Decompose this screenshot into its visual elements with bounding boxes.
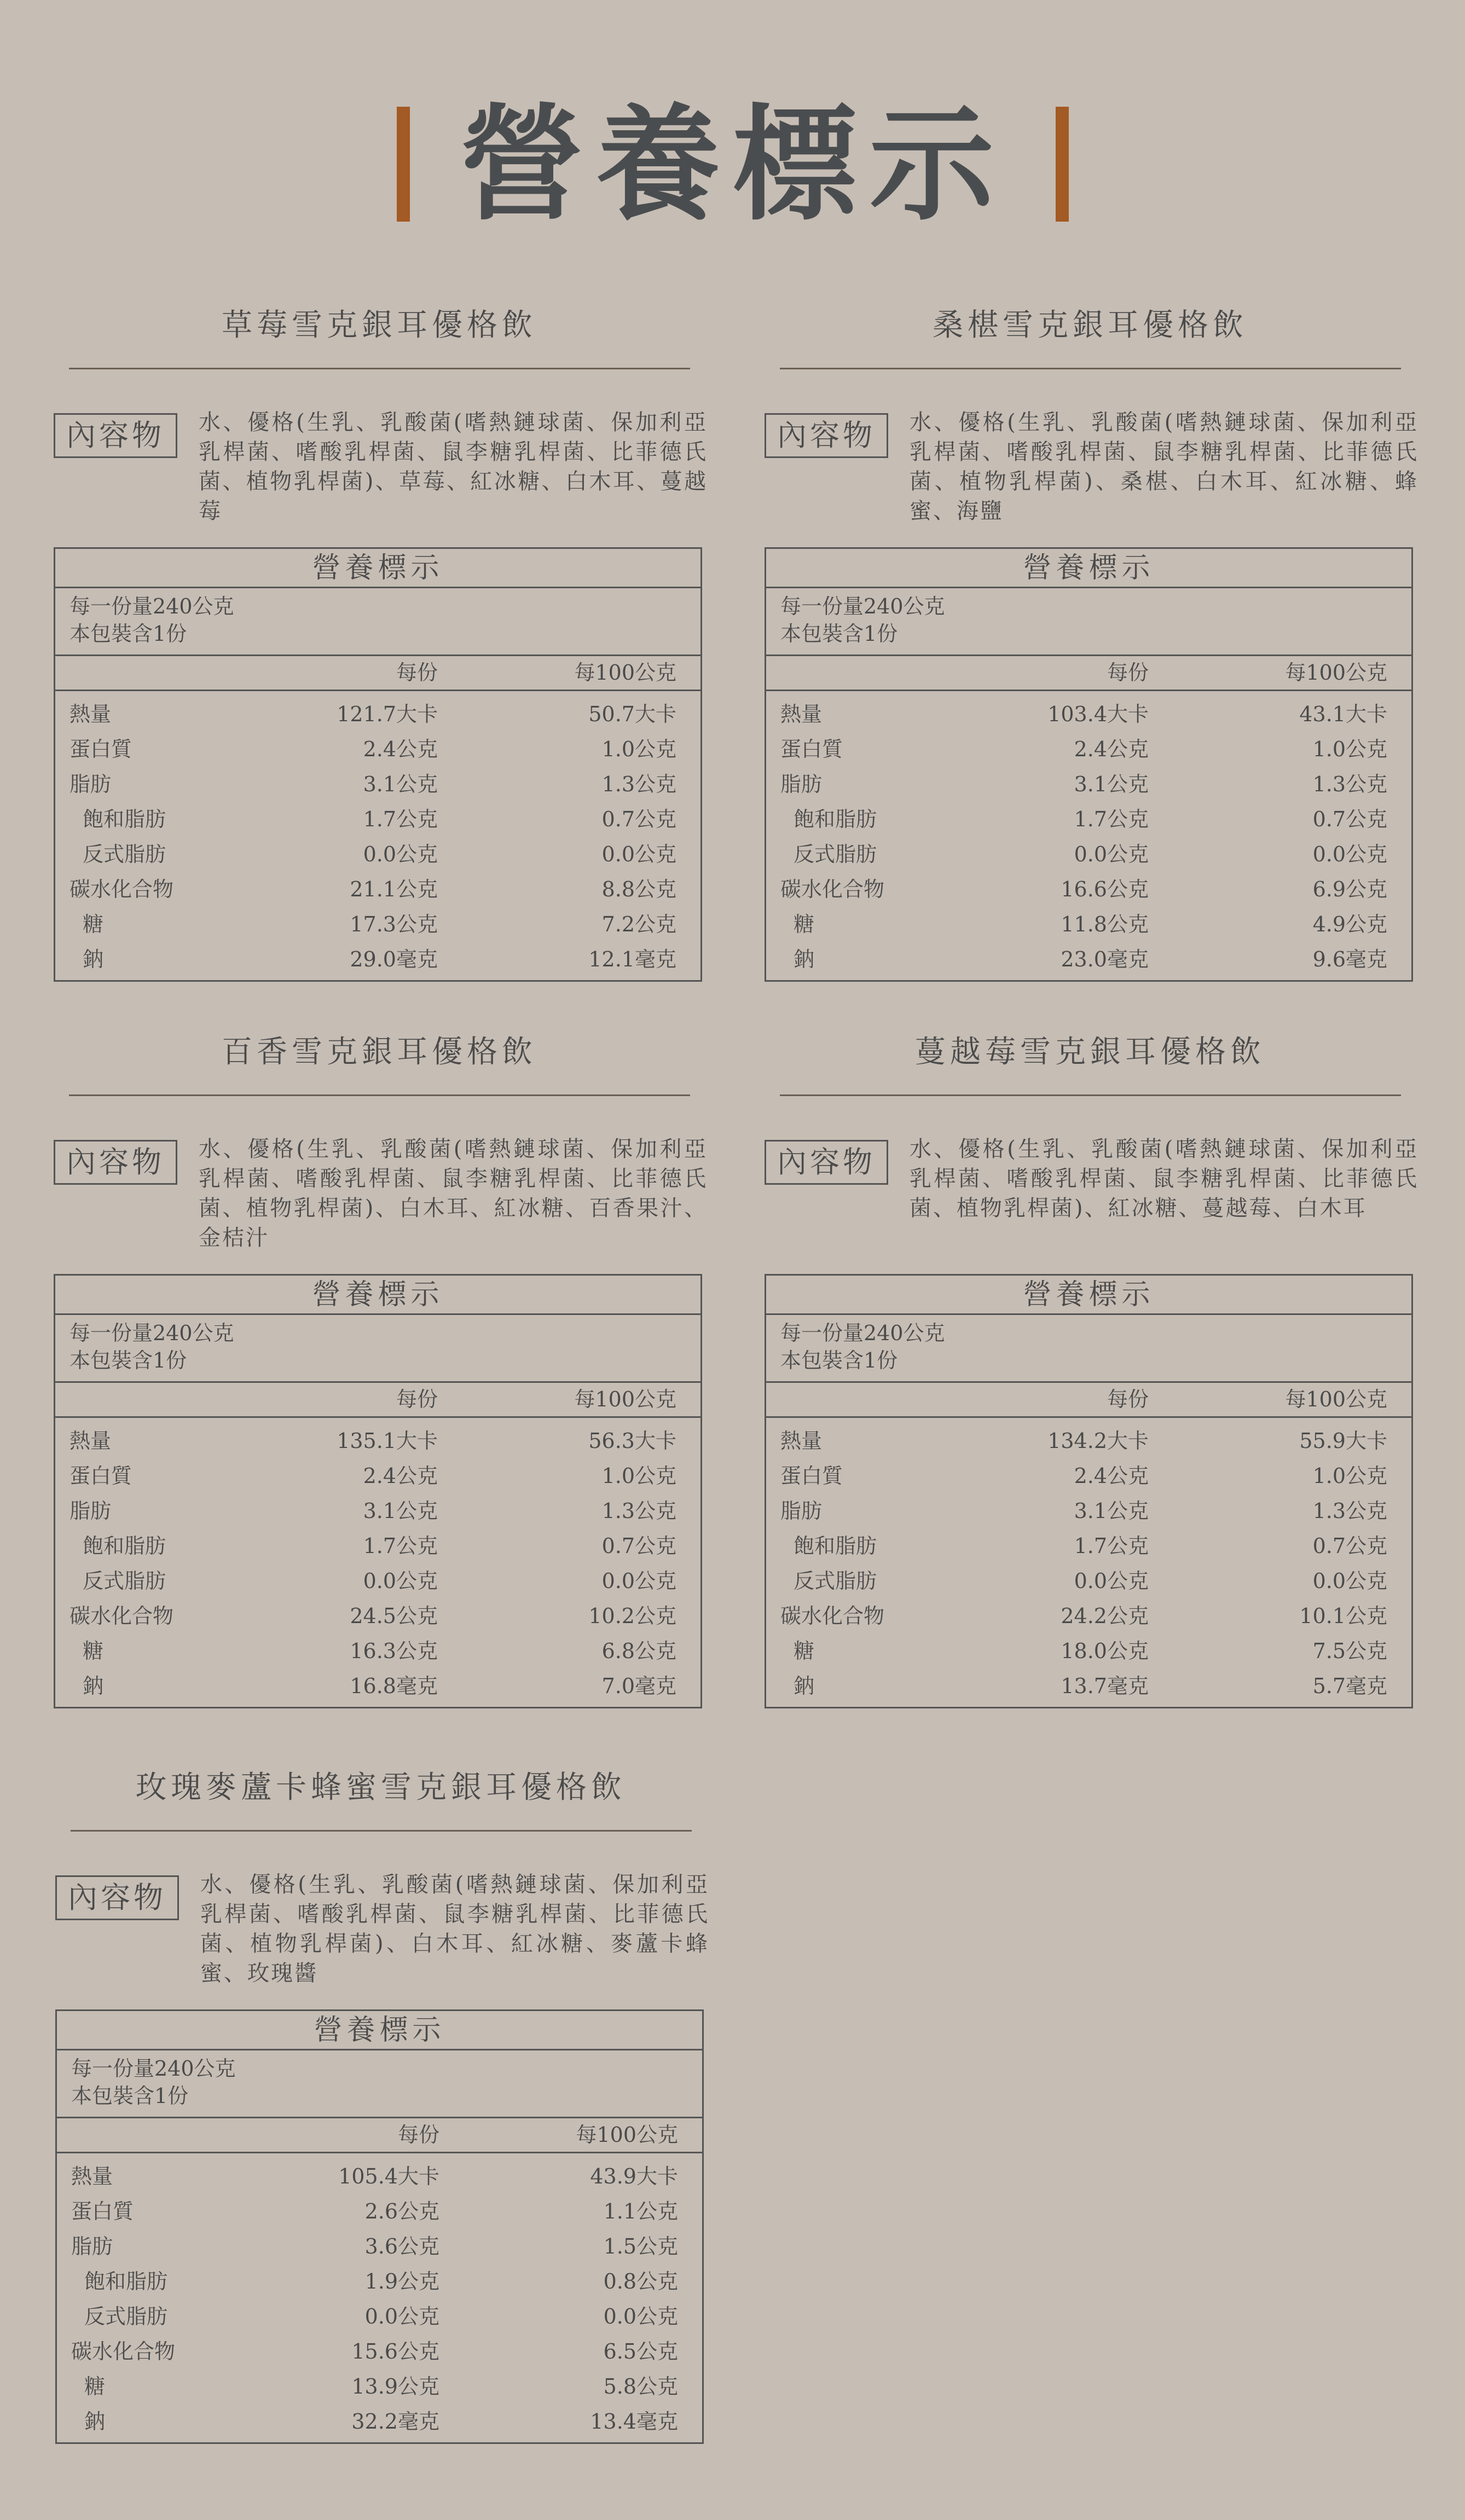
ingredients-badge: 內容物 bbox=[54, 413, 177, 458]
nutrition-table-title: 營養標示 bbox=[55, 549, 700, 588]
product-name: 玫瑰麥蘆卡蜂蜜雪克銀耳優格飲 bbox=[136, 1770, 626, 1805]
nutrition-row bbox=[57, 2229, 702, 2264]
per-100g-value: 5.8公克 bbox=[603, 2374, 678, 2399]
per-serving-value: 21.1公克 bbox=[350, 877, 438, 901]
per-100g-value: 0.7公克 bbox=[1312, 1534, 1387, 1558]
per-serving-value: 13.7毫克 bbox=[1061, 1674, 1149, 1698]
servings-per-pack: 本包裝含1份 bbox=[780, 1348, 898, 1372]
per-100g-value: 1.3公克 bbox=[1312, 772, 1387, 796]
per-serving-value: 0.0公克 bbox=[363, 842, 438, 866]
per-100g-value: 5.7毫克 bbox=[1312, 1674, 1387, 1698]
nutrient-label: 糖 bbox=[83, 1639, 104, 1663]
nutrient-label: 碳水化合物 bbox=[70, 877, 174, 901]
nutrient-label: 鈉 bbox=[83, 1674, 104, 1698]
per-100g-value: 56.3大卡 bbox=[588, 1429, 676, 1453]
per-serving-header: 每份 bbox=[397, 2123, 439, 2147]
per-100g-header: 每100公克 bbox=[576, 2123, 678, 2147]
servings-per-pack: 本包裝含1份 bbox=[70, 622, 187, 646]
nutrient-label: 碳水化合物 bbox=[780, 877, 885, 901]
per-serving-value: 1.7公克 bbox=[363, 1534, 438, 1558]
nutrition-row bbox=[55, 1423, 700, 1458]
per-100g-value: 6.5公克 bbox=[603, 2339, 678, 2363]
per-100g-value: 1.5公克 bbox=[603, 2234, 678, 2258]
nutrient-label: 糖 bbox=[794, 912, 815, 936]
nutrient-label: 熱量 bbox=[780, 1429, 823, 1453]
per-serving-header: 每份 bbox=[396, 661, 438, 685]
ingredients-text: 水、優格(生乳、乳酸菌(嗜熱鏈球菌、保加利亞乳桿菌、嗜酸乳桿菌、鼠李糖乳桿菌、比菲德氏菌、植物乳桿菌)、紅冰糖、蔓越莓、白木耳 bbox=[910, 1137, 1418, 1221]
nutrient-label: 蛋白質 bbox=[70, 1464, 132, 1488]
nutrition-header-row bbox=[55, 656, 700, 691]
nutrition-row bbox=[55, 802, 700, 837]
per-100g-value: 1.3公克 bbox=[1312, 1499, 1387, 1523]
nutrient-label: 蛋白質 bbox=[71, 2199, 134, 2223]
per-100g-value: 43.9大卡 bbox=[590, 2164, 678, 2188]
divider bbox=[69, 1094, 690, 1096]
per-serving-value: 18.0公克 bbox=[1061, 1639, 1149, 1663]
nutrition-row bbox=[55, 1528, 700, 1563]
nutrient-label: 反式脂肪 bbox=[84, 2304, 168, 2328]
per-serving-value: 2.4公克 bbox=[363, 737, 438, 761]
nutrition-row bbox=[55, 1493, 700, 1528]
nutrition-rows bbox=[766, 691, 1411, 977]
serving-info bbox=[766, 1315, 1411, 1383]
nutrition-row bbox=[55, 837, 700, 872]
ingredients-badge: 內容物 bbox=[55, 1875, 179, 1920]
nutrient-label: 飽和脂肪 bbox=[83, 807, 166, 831]
per-100g-value: 7.0毫克 bbox=[601, 1674, 676, 1698]
nutrition-row bbox=[55, 907, 700, 942]
per-100g-value: 1.0公克 bbox=[1312, 737, 1387, 761]
per-serving-value: 1.7公克 bbox=[363, 807, 438, 831]
per-serving-header: 每份 bbox=[1107, 661, 1149, 685]
nutrition-header-row bbox=[766, 1383, 1411, 1418]
product-name: 桑椹雪克銀耳優格飲 bbox=[933, 308, 1248, 343]
nutrient-label: 鈉 bbox=[84, 2409, 106, 2434]
per-100g-value: 0.0公克 bbox=[601, 1569, 676, 1593]
servings-per-pack: 本包裝含1份 bbox=[71, 2084, 189, 2108]
nutrient-label: 脂肪 bbox=[71, 2234, 113, 2258]
per-100g-value: 9.6毫克 bbox=[1312, 947, 1387, 971]
nutrition-table bbox=[54, 547, 702, 982]
per-serving-value: 3.1公克 bbox=[363, 1499, 438, 1523]
nutrient-label: 飽和脂肪 bbox=[794, 1534, 877, 1558]
nutrition-row bbox=[55, 1633, 700, 1669]
per-serving-value: 1.7公克 bbox=[1074, 807, 1149, 831]
product-panel bbox=[55, 1766, 707, 2455]
divider bbox=[69, 368, 690, 369]
ingredients-badge: 內容物 bbox=[765, 1140, 888, 1185]
nutrition-row bbox=[766, 802, 1411, 837]
product-name: 百香雪克銀耳優格飲 bbox=[222, 1034, 537, 1070]
nutrient-label: 脂肪 bbox=[780, 1499, 823, 1523]
per-100g-value: 4.9公克 bbox=[1312, 912, 1387, 936]
nutrition-row bbox=[55, 872, 700, 907]
per-100g-value: 7.2公克 bbox=[601, 912, 676, 936]
per-100g-value: 0.7公克 bbox=[1312, 807, 1387, 831]
per-100g-header: 每100公克 bbox=[1285, 661, 1387, 685]
page-header bbox=[0, 93, 1465, 235]
per-serving-value: 3.1公克 bbox=[1074, 772, 1149, 796]
per-100g-value: 1.0公克 bbox=[601, 737, 676, 761]
nutrition-row bbox=[57, 2334, 702, 2369]
ingredients-text: 水、優格(生乳、乳酸菌(嗜熱鏈球菌、保加利亞乳桿菌、嗜酸乳桿菌、鼠李糖乳桿菌、比菲德氏菌、植物乳桿菌)、白木耳、紅冰糖、麥蘆卡蜂蜜、玫瑰醬 bbox=[200, 1872, 709, 1986]
nutrient-label: 糖 bbox=[84, 2374, 106, 2399]
nutrition-row bbox=[766, 697, 1411, 732]
per-serving-value: 16.3公克 bbox=[350, 1639, 438, 1663]
nutrition-header-row bbox=[57, 2118, 702, 2153]
nutrition-table bbox=[765, 547, 1413, 982]
per-100g-value: 0.0公克 bbox=[601, 842, 676, 866]
per-100g-value: 0.8公克 bbox=[603, 2269, 678, 2293]
nutrition-row bbox=[55, 732, 700, 767]
ingredients-text: 水、優格(生乳、乳酸菌(嗜熱鏈球菌、保加利亞乳桿菌、嗜酸乳桿菌、鼠李糖乳桿菌、比菲德氏菌、植物乳桿菌)、白木耳、紅冰糖、百香果汁、金桔汁 bbox=[199, 1137, 708, 1250]
nutrient-label: 反式脂肪 bbox=[83, 842, 166, 866]
product-name: 蔓越莓雪克銀耳優格飲 bbox=[915, 1034, 1265, 1070]
nutrient-label: 鈉 bbox=[794, 1674, 815, 1698]
nutrition-row bbox=[766, 1598, 1411, 1633]
per-serving-value: 3.1公克 bbox=[363, 772, 438, 796]
nutrition-row bbox=[57, 2159, 702, 2194]
title-accent-left bbox=[397, 107, 410, 222]
per-serving-value: 16.6公克 bbox=[1061, 877, 1149, 901]
per-serving-header: 每份 bbox=[396, 1387, 438, 1411]
nutrition-row bbox=[57, 2194, 702, 2229]
per-serving-value: 0.0公克 bbox=[364, 2304, 439, 2328]
per-100g-value: 1.3公克 bbox=[601, 1499, 676, 1523]
divider bbox=[780, 368, 1401, 369]
product-panel bbox=[54, 304, 708, 993]
nutrition-row bbox=[57, 2264, 702, 2299]
per-100g-value: 12.1毫克 bbox=[588, 947, 676, 971]
title-accent-right bbox=[1056, 107, 1069, 222]
nutrient-label: 碳水化合物 bbox=[780, 1604, 885, 1628]
per-100g-value: 0.7公克 bbox=[601, 1534, 676, 1558]
per-100g-value: 1.3公克 bbox=[601, 772, 676, 796]
per-100g-value: 55.9大卡 bbox=[1299, 1429, 1387, 1453]
nutrient-label: 反式脂肪 bbox=[794, 1569, 877, 1593]
nutrition-row bbox=[766, 942, 1411, 977]
per-100g-header: 每100公克 bbox=[574, 661, 676, 685]
nutrition-row bbox=[57, 2404, 702, 2439]
ingredients-badge: 內容物 bbox=[765, 413, 888, 458]
per-serving-value: 24.2公克 bbox=[1061, 1604, 1149, 1628]
serving-size: 每一份量240公克 bbox=[71, 2056, 236, 2081]
per-serving-value: 105.4大卡 bbox=[338, 2164, 439, 2188]
per-100g-value: 0.0公克 bbox=[603, 2304, 678, 2328]
nutrient-label: 熱量 bbox=[70, 702, 112, 726]
nutrient-label: 蛋白質 bbox=[780, 737, 843, 761]
nutrition-table bbox=[54, 1274, 702, 1708]
nutrient-label: 熱量 bbox=[71, 2164, 113, 2188]
nutrition-row bbox=[57, 2369, 702, 2404]
nutrient-label: 脂肪 bbox=[780, 772, 823, 796]
per-serving-value: 17.3公克 bbox=[350, 912, 438, 936]
product-panel bbox=[765, 304, 1416, 993]
nutrient-label: 蛋白質 bbox=[780, 1464, 843, 1488]
per-100g-value: 10.1公克 bbox=[1299, 1604, 1387, 1628]
nutrition-row bbox=[766, 1493, 1411, 1528]
serving-info bbox=[55, 588, 700, 656]
nutrient-label: 熱量 bbox=[780, 702, 823, 726]
nutrient-label: 碳水化合物 bbox=[70, 1604, 174, 1628]
servings-per-pack: 本包裝含1份 bbox=[70, 1348, 187, 1372]
nutrition-table-title: 營養標示 bbox=[766, 549, 1411, 588]
nutrition-rows bbox=[57, 2153, 702, 2439]
per-serving-value: 1.7公克 bbox=[1074, 1534, 1149, 1558]
nutrient-label: 糖 bbox=[83, 912, 104, 936]
per-serving-value: 0.0公克 bbox=[1074, 1569, 1149, 1593]
per-100g-value: 50.7大卡 bbox=[588, 702, 676, 726]
per-100g-value: 6.9公克 bbox=[1312, 877, 1387, 901]
ingredients-text: 水、優格(生乳、乳酸菌(嗜熱鏈球菌、保加利亞乳桿菌、嗜酸乳桿菌、鼠李糖乳桿菌、比菲德氏菌、植物乳桿菌)、桑椹、白木耳、紅冰糖、蜂蜜、海鹽 bbox=[910, 410, 1418, 524]
per-100g-value: 1.0公克 bbox=[1312, 1464, 1387, 1488]
per-serving-value: 13.9公克 bbox=[351, 2374, 439, 2399]
nutrient-label: 脂肪 bbox=[70, 772, 112, 796]
page-title: 營養標示 bbox=[459, 91, 1006, 237]
per-serving-value: 16.8毫克 bbox=[350, 1674, 438, 1698]
per-serving-value: 3.6公克 bbox=[364, 2234, 439, 2258]
nutrition-row bbox=[766, 837, 1411, 872]
nutrition-row bbox=[55, 1563, 700, 1598]
per-serving-value: 121.7大卡 bbox=[337, 702, 438, 726]
nutrition-table-title: 營養標示 bbox=[766, 1276, 1411, 1315]
servings-per-pack: 本包裝含1份 bbox=[780, 622, 898, 646]
product-panel bbox=[765, 1030, 1416, 1720]
divider bbox=[71, 1830, 692, 1832]
nutrient-label: 反式脂肪 bbox=[794, 842, 877, 866]
per-100g-value: 6.8公克 bbox=[601, 1639, 676, 1663]
per-serving-header: 每份 bbox=[1107, 1387, 1149, 1411]
per-100g-value: 1.0公克 bbox=[601, 1464, 676, 1488]
nutrition-table-title: 營養標示 bbox=[57, 2011, 702, 2050]
nutrition-row bbox=[766, 1563, 1411, 1598]
nutrient-label: 糖 bbox=[794, 1639, 815, 1663]
per-100g-value: 0.0公克 bbox=[1312, 842, 1387, 866]
nutrient-label: 熱量 bbox=[70, 1429, 112, 1453]
nutrition-rows bbox=[766, 1418, 1411, 1704]
per-serving-value: 23.0毫克 bbox=[1061, 947, 1149, 971]
nutrient-label: 反式脂肪 bbox=[83, 1569, 166, 1593]
per-serving-value: 103.4大卡 bbox=[1047, 702, 1149, 726]
per-serving-value: 134.2大卡 bbox=[1047, 1429, 1149, 1453]
per-serving-value: 2.4公克 bbox=[1074, 737, 1149, 761]
nutrition-row bbox=[766, 767, 1411, 802]
nutrition-table-title: 營養標示 bbox=[55, 1276, 700, 1315]
nutrition-row bbox=[766, 1528, 1411, 1563]
per-serving-value: 2.4公克 bbox=[363, 1464, 438, 1488]
nutrition-row bbox=[766, 907, 1411, 942]
per-serving-value: 0.0公克 bbox=[363, 1569, 438, 1593]
per-100g-value: 0.0公克 bbox=[1312, 1569, 1387, 1593]
per-serving-value: 3.1公克 bbox=[1074, 1499, 1149, 1523]
nutrition-header-row bbox=[55, 1383, 700, 1418]
nutrient-label: 碳水化合物 bbox=[71, 2339, 176, 2363]
nutrition-table bbox=[55, 2009, 704, 2444]
nutrition-row bbox=[766, 1633, 1411, 1669]
nutrition-rows bbox=[55, 1418, 700, 1704]
ingredients-badge: 內容物 bbox=[54, 1140, 177, 1185]
nutrition-row bbox=[55, 1669, 700, 1704]
divider bbox=[780, 1094, 1401, 1096]
nutrition-table bbox=[765, 1274, 1413, 1708]
nutrition-row bbox=[55, 1598, 700, 1633]
product-name: 草莓雪克銀耳優格飲 bbox=[222, 308, 537, 343]
per-serving-value: 24.5公克 bbox=[350, 1604, 438, 1628]
serving-info bbox=[55, 1315, 700, 1383]
nutrition-row bbox=[55, 1458, 700, 1493]
per-serving-value: 0.0公克 bbox=[1074, 842, 1149, 866]
per-serving-value: 135.1大卡 bbox=[337, 1429, 438, 1453]
nutrient-label: 飽和脂肪 bbox=[794, 807, 877, 831]
nutrition-header-row bbox=[766, 656, 1411, 691]
serving-size: 每一份量240公克 bbox=[70, 594, 234, 618]
nutrition-row bbox=[766, 732, 1411, 767]
per-100g-header: 每100公克 bbox=[574, 1387, 676, 1411]
per-serving-value: 2.6公克 bbox=[364, 2199, 439, 2223]
per-serving-value: 1.9公克 bbox=[364, 2269, 439, 2293]
per-100g-value: 43.1大卡 bbox=[1299, 702, 1387, 726]
per-100g-value: 10.2公克 bbox=[588, 1604, 676, 1628]
serving-size: 每一份量240公克 bbox=[780, 1321, 945, 1345]
per-100g-value: 1.1公克 bbox=[603, 2199, 678, 2223]
nutrient-label: 鈉 bbox=[83, 947, 104, 971]
nutrition-row bbox=[766, 1423, 1411, 1458]
nutrient-label: 飽和脂肪 bbox=[84, 2269, 168, 2293]
product-panel bbox=[54, 1030, 708, 1720]
per-100g-value: 13.4毫克 bbox=[590, 2409, 678, 2434]
per-serving-value: 15.6公克 bbox=[351, 2339, 439, 2363]
nutrition-row bbox=[55, 767, 700, 802]
per-100g-header: 每100公克 bbox=[1285, 1387, 1387, 1411]
nutrient-label: 飽和脂肪 bbox=[83, 1534, 166, 1558]
nutrient-label: 蛋白質 bbox=[70, 737, 132, 761]
serving-info bbox=[57, 2050, 702, 2118]
nutrient-label: 鈉 bbox=[794, 947, 815, 971]
ingredients-text: 水、優格(生乳、乳酸菌(嗜熱鏈球菌、保加利亞乳桿菌、嗜酸乳桿菌、鼠李糖乳桿菌、比菲德氏菌、植物乳桿菌)、草莓、紅冰糖、白木耳、蔓越莓 bbox=[199, 410, 708, 524]
nutrition-row bbox=[766, 1669, 1411, 1704]
nutrition-row bbox=[57, 2299, 702, 2334]
per-100g-value: 0.7公克 bbox=[601, 807, 676, 831]
per-serving-value: 32.2毫克 bbox=[351, 2409, 439, 2434]
nutrition-rows bbox=[55, 691, 700, 977]
per-serving-value: 29.0毫克 bbox=[350, 947, 438, 971]
per-100g-value: 7.5公克 bbox=[1312, 1639, 1387, 1663]
nutrition-row bbox=[55, 942, 700, 977]
serving-size: 每一份量240公克 bbox=[780, 594, 945, 618]
nutrition-row bbox=[766, 872, 1411, 907]
nutrition-row bbox=[766, 1458, 1411, 1493]
nutrient-label: 脂肪 bbox=[70, 1499, 112, 1523]
serving-info bbox=[766, 588, 1411, 656]
per-serving-value: 11.8公克 bbox=[1061, 912, 1149, 936]
per-serving-value: 2.4公克 bbox=[1074, 1464, 1149, 1488]
nutrition-row bbox=[55, 697, 700, 732]
serving-size: 每一份量240公克 bbox=[70, 1321, 234, 1345]
per-100g-value: 8.8公克 bbox=[601, 877, 676, 901]
